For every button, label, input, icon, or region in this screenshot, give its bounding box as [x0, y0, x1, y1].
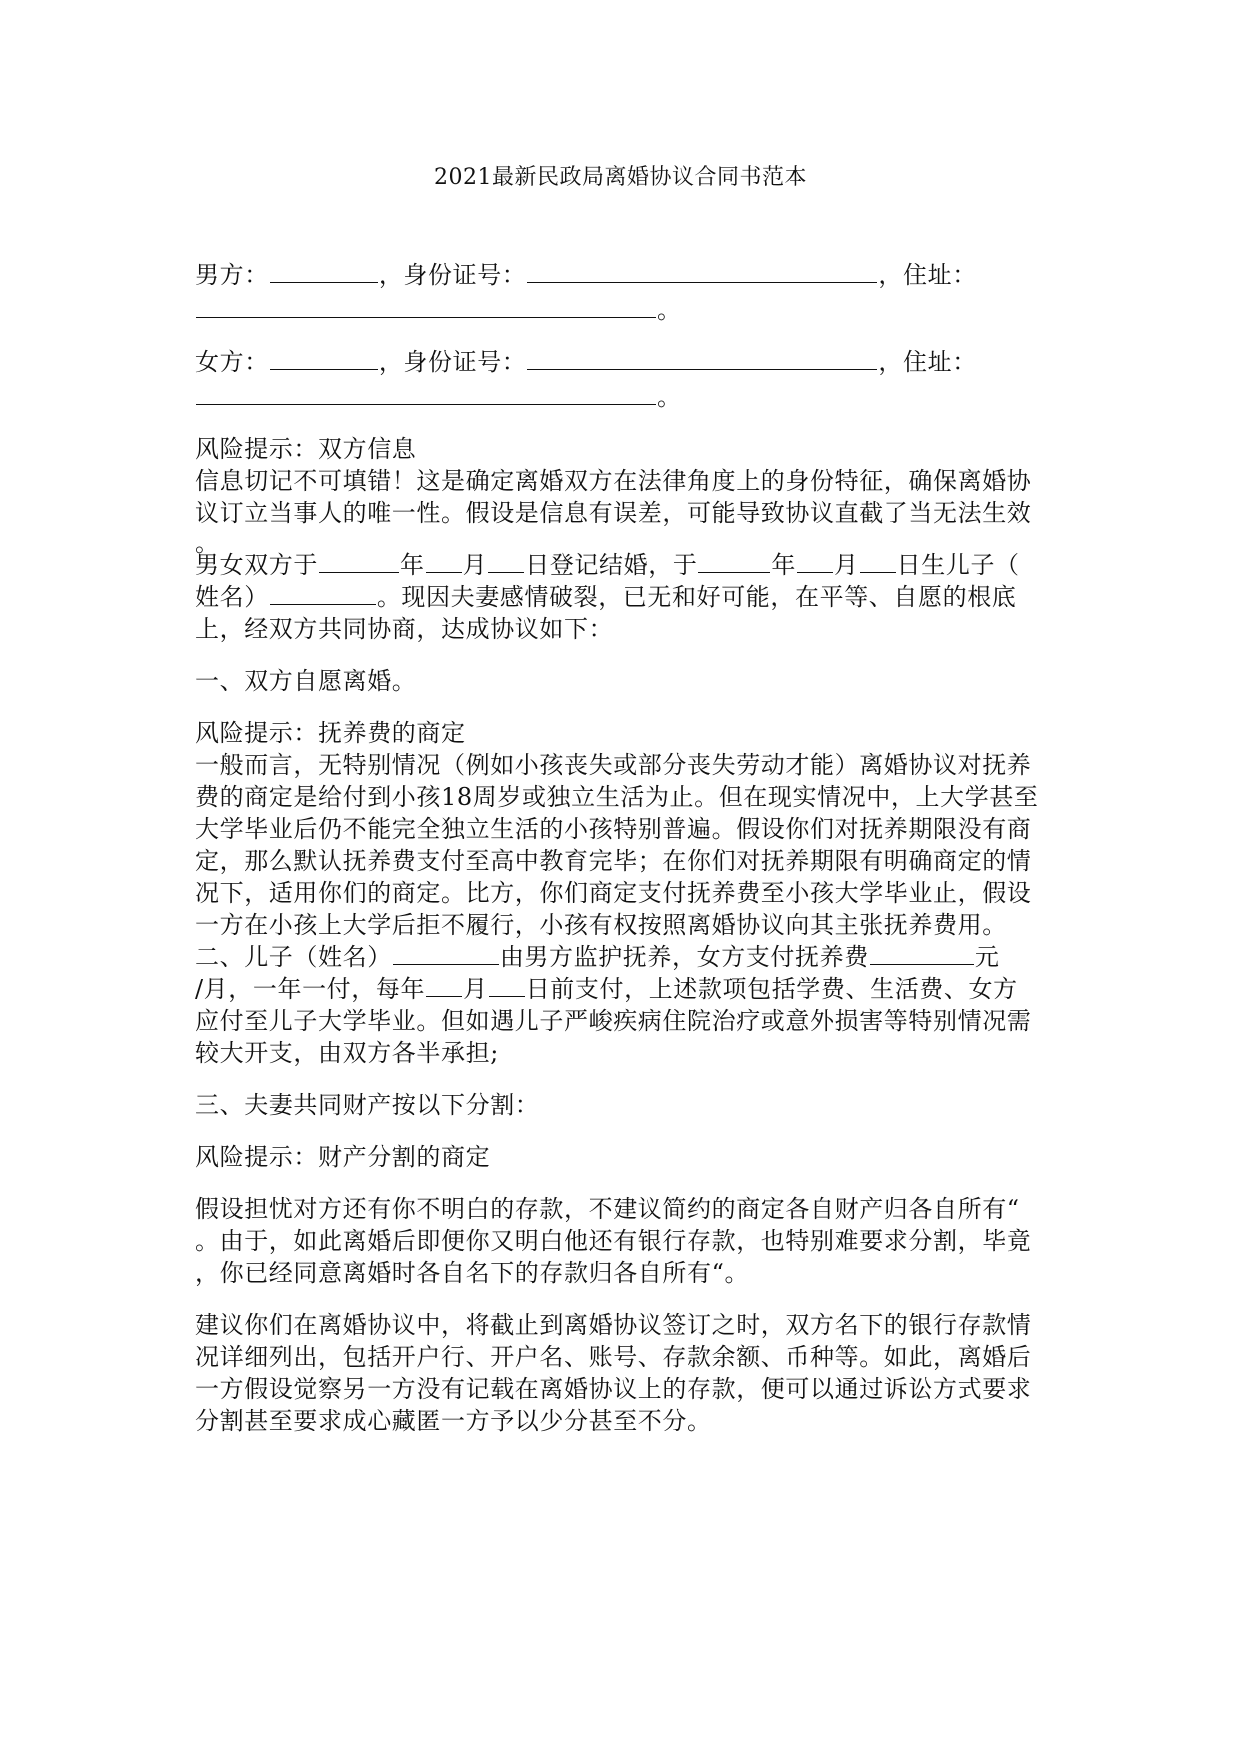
marriage-day-blank[interactable]	[488, 548, 524, 573]
risk3-heading: 风险提示：财产分割的商定	[195, 1143, 491, 1171]
female-address-line	[195, 380, 1045, 414]
risk3-p1-line: 假设担忧对方还有你不明白的存款，不建议简约的商定各自财产归各自所有“	[195, 1195, 1020, 1223]
text: 年	[400, 551, 425, 579]
marriage-line-3: 上，经双方共同协商，达成协议如下：	[195, 615, 614, 643]
text: 年	[771, 551, 797, 579]
female-id-label: ，身份证号：	[378, 348, 527, 376]
male-party-line	[195, 258, 1045, 292]
marriage-line-1	[195, 548, 1045, 582]
clause-2-line-3: 应付至儿子大学毕业。但如遇儿子严峻疾病住院治疗或意外损害等特别情况需	[195, 1007, 1032, 1035]
text: 日生儿子（	[896, 551, 1020, 579]
risk1-line: 信息切记不可填错！这是确定离婚双方在法律角度上的身份特征，确保离婚协	[195, 467, 1032, 495]
risk1-line: 。	[195, 529, 220, 557]
risk2-line: 费的商定是给付到小孩18周岁或独立生活为止。但在现实情况中，上大学甚至	[195, 783, 1039, 811]
clause-3: 三、夫妻共同财产按以下分割：	[195, 1091, 540, 1119]
female-address-blank[interactable]	[196, 380, 656, 405]
marriage-line-2	[195, 580, 1045, 614]
risk2-heading: 风险提示：抚养费的商定	[195, 719, 466, 747]
female-addr-label: ，住址：	[878, 348, 977, 376]
birth-year-blank[interactable]	[698, 548, 770, 573]
risk3-p2-line: 分割甚至要求成心藏匿一方予以少分甚至不分。	[195, 1407, 712, 1435]
risk1-line: 议订立当事人的唯一性。假设是信息有误差，可能导致协议直截了当无法生效	[195, 499, 1032, 527]
risk2-line: 大学毕业后仍不能完全独立生活的小孩特别普遍。假设你们对抚养期限没有商	[195, 815, 1032, 843]
risk3-p1-line: 。由于，如此离婚后即便你又明白他还有银行存款，也特别难要求分割，毕竟	[195, 1227, 1032, 1255]
son-name-blank[interactable]	[270, 580, 376, 605]
male-end-mark: 。	[657, 296, 682, 324]
male-id-blank[interactable]	[527, 258, 877, 283]
female-label: 女方：	[195, 348, 269, 376]
clause-2-line-2	[195, 972, 1045, 1006]
risk2-line: 定，那么默认抚养费支付至高中教育完毕；在你们对抚养期限有明确商定的情	[195, 847, 1032, 875]
text: 二、儿子（姓名）	[195, 943, 392, 971]
text: 男女双方于	[195, 551, 318, 579]
female-id-blank[interactable]	[527, 345, 877, 370]
female-end-mark: 。	[657, 383, 682, 411]
pay-day-blank[interactable]	[489, 972, 525, 997]
female-name-blank[interactable]	[270, 345, 378, 370]
text: 。现因夫妻感情破裂，已无和好可能，在平等、自愿的根底	[376, 583, 1017, 611]
text: 月	[463, 975, 488, 1003]
text: 由男方监护抚养，女方支付抚养费	[499, 943, 869, 971]
male-name-blank[interactable]	[270, 258, 378, 283]
risk3-p1-line: ，你已经同意离婚时各自名下的存款归各自所有“。	[195, 1259, 750, 1287]
risk2-line: 况下，适用你们的商定。比方，你们商定支付抚养费至小孩大学毕业止，假设	[195, 879, 1032, 907]
document-title: 2021最新民政局离婚协议合同书范本	[434, 165, 807, 190]
risk1-heading: 风险提示：双方信息	[195, 435, 417, 463]
text: 日前支付，上述款项包括学费、生活费、女方	[525, 975, 1018, 1003]
male-label: 男方：	[195, 261, 269, 289]
male-address-line	[195, 293, 1045, 327]
male-addr-label: ，住址：	[878, 261, 977, 289]
risk3-p2-line: 一方假设觉察另一方没有记载在离婚协议上的存款，便可以通过诉讼方式要求	[195, 1375, 1032, 1403]
son-name-blank[interactable]	[393, 940, 499, 965]
risk2-line: 一般而言，无特别情况（例如小孩丧失或部分丧失劳动才能）离婚协议对抚养	[195, 751, 1032, 779]
text: /月，一年一付，每年	[195, 975, 426, 1003]
pay-month-blank[interactable]	[426, 972, 462, 997]
text: 日登记结婚，于	[525, 551, 698, 579]
birth-month-blank[interactable]	[797, 548, 833, 573]
risk3-p2-line: 况详细列出，包括开户行、开户名、账号、存款余额、币种等。如此，离婚后	[195, 1343, 1032, 1371]
male-id-label: ，身份证号：	[378, 261, 527, 289]
clause-1: 一、双方自愿离婚。	[195, 667, 417, 695]
clause-2-line-1	[195, 940, 1045, 974]
clause-2-line-4: 较大开支，由双方各半承担;	[195, 1039, 499, 1067]
female-party-line	[195, 345, 1045, 379]
marriage-month-blank[interactable]	[426, 548, 462, 573]
text: 月	[834, 551, 859, 579]
text: 元	[974, 943, 1000, 971]
risk3-p2-line: 建议你们在离婚协议中，将截止到离婚协议签订之时，双方名下的银行存款情	[195, 1311, 1032, 1339]
text: 月	[462, 551, 488, 579]
support-amount-blank[interactable]	[870, 940, 974, 965]
text: 姓名）	[195, 583, 269, 611]
birth-day-blank[interactable]	[860, 548, 896, 573]
risk2-line: 一方在小孩上大学后拒不履行，小孩有权按照离婚协议向其主张抚养费用。	[195, 911, 1007, 939]
marriage-year-blank[interactable]	[319, 548, 399, 573]
male-address-blank[interactable]	[196, 293, 656, 318]
